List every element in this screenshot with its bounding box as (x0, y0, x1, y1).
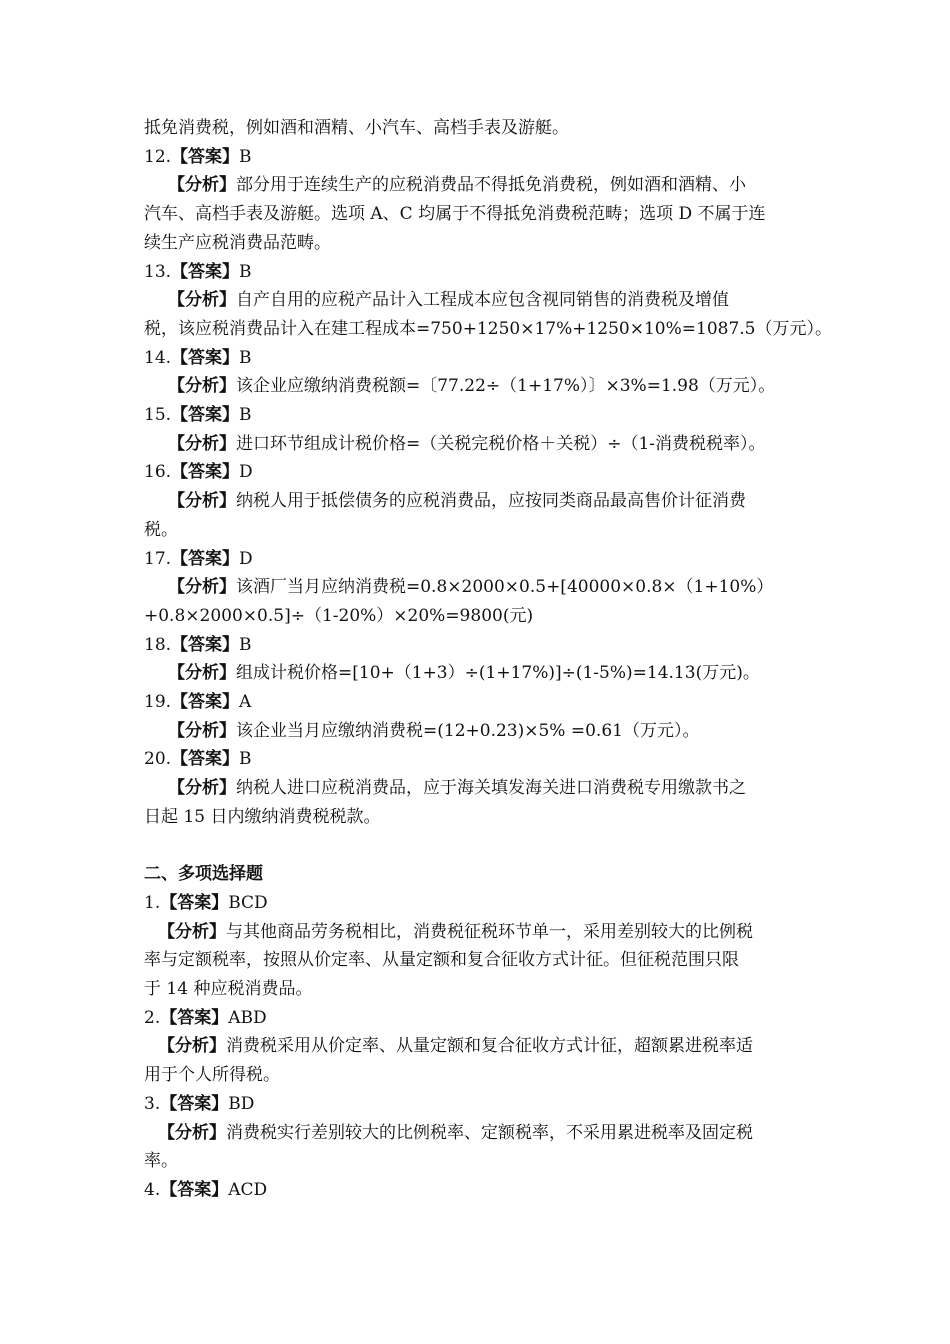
multi-choice-answers (144, 889, 824, 1205)
analysis-label: 【分析】 (168, 491, 236, 512)
analysis-text: 税，该应税消费品计入在建工程成本=750+1250×17%+1250×10%=1087.5（万元）。 (144, 318, 832, 339)
continuation-text: 抵免消费税，例如酒和酒精、小汽车、高档手表及游艇。 (144, 118, 569, 138)
analysis-text: 于 14 种应税消费品。 (144, 979, 313, 1000)
analysis-line (144, 659, 824, 688)
answer-line (144, 1176, 824, 1205)
question-number: 14. (144, 347, 172, 368)
answer-label: 【答案】 (160, 1007, 229, 1028)
analysis-text: 续生产应税消费品范畴。 (144, 232, 331, 253)
question-number: 4. (144, 1180, 161, 1200)
question-number: 18. (144, 634, 172, 655)
analysis-line (144, 372, 824, 401)
answer-line (144, 745, 824, 774)
analysis-text: 该酒厂当月应纳消费税=0.8×2000×0.5+[40000×0.8×（1+10%） (236, 577, 774, 598)
question-number: 15. (144, 405, 172, 426)
analysis-line (144, 229, 824, 258)
single-choice-answers (144, 143, 832, 832)
analysis-text: 汽车、高档手表及游艇。选项 A、C 均属于不得抵免消费税范畴；选项 D 不属于连 (144, 204, 766, 225)
analysis-line (144, 1061, 824, 1090)
analysis-line (144, 774, 824, 803)
answer-label: 【答案】 (171, 261, 240, 282)
answer-label: 【答案】 (171, 749, 240, 770)
answer-line (144, 1090, 824, 1119)
analysis-text: 该企业当月应缴纳消费税=(12+0.23)×5% =0.61（万元）。 (236, 720, 700, 741)
analysis-text: 纳税人进口应税消费品，应于海关填发海关进口消费税专用缴款书之 (236, 778, 746, 799)
answer-label: 【答案】 (171, 634, 240, 655)
answer-line (144, 258, 824, 287)
answer-line (144, 889, 824, 918)
analysis-label: 【分析】 (158, 921, 226, 942)
analysis-line (144, 1119, 824, 1148)
answer-value: B (239, 261, 252, 282)
answer-value: BD (228, 1093, 255, 1114)
question-number: 2. (144, 1007, 161, 1028)
question-number: 1. (144, 892, 161, 913)
answer-line (144, 688, 824, 717)
answer-label: 【答案】 (171, 347, 240, 368)
analysis-label: 【分析】 (168, 663, 236, 684)
answer-value: D (239, 548, 253, 569)
analysis-line (144, 200, 824, 229)
answer-line (144, 344, 824, 373)
question-number: 20. (144, 749, 172, 770)
analysis-text: 与其他商品劳务税相比，消费税征税环节单一，采用差别较大的比例税 (226, 921, 753, 942)
section-spacer (144, 832, 824, 861)
answer-line (144, 545, 824, 574)
question-number: 12. (144, 146, 172, 167)
analysis-line (144, 602, 824, 631)
answer-value: B (239, 347, 252, 368)
question-number: 3. (144, 1093, 161, 1114)
answer-label: 【答案】 (160, 1093, 229, 1114)
analysis-label: 【分析】 (168, 433, 236, 454)
analysis-text: 部分用于连续生产的应税消费品不得抵免消费税，例如酒和酒精、小 (236, 175, 746, 196)
analysis-line (144, 286, 824, 315)
analysis-line (144, 430, 824, 459)
analysis-text: 用于个人所得税。 (144, 1065, 280, 1086)
section-title: 二、多项选择题 (144, 864, 263, 885)
analysis-text: +0.8×2000×0.5]÷（1-20%）×20%=9800(元) (144, 605, 534, 626)
analysis-text: 税。 (144, 519, 178, 540)
analysis-text: 率。 (144, 1151, 178, 1172)
answer-value: B (239, 405, 252, 426)
answer-line (144, 143, 824, 172)
analysis-text: 消费税实行差别较大的比例税率、定额税率，不采用累进税率及固定税 (226, 1122, 753, 1143)
analysis-line (144, 171, 824, 200)
analysis-line (144, 315, 832, 344)
answer-value: BCD (228, 892, 268, 913)
analysis-line (144, 1032, 824, 1061)
analysis-line (144, 717, 824, 746)
answer-value: ACD (228, 1180, 268, 1200)
analysis-text: 纳税人用于抵偿债务的应税消费品，应按同类商品最高售价计征消费 (236, 491, 746, 512)
question-number: 16. (144, 462, 172, 483)
analysis-text: 率与定额税率，按照从价定率、从量定额和复合征收方式计征。但征税范围只限 (144, 950, 739, 971)
analysis-label: 【分析】 (168, 778, 236, 799)
analysis-label: 【分析】 (168, 175, 236, 196)
analysis-text: 进口环节组成计税价格=（关税完税价格＋关税）÷（1-消费税税率）。 (236, 433, 766, 454)
question-number: 17. (144, 548, 172, 569)
answer-line (144, 1004, 824, 1033)
analysis-line (144, 487, 824, 516)
answer-label: 【答案】 (171, 462, 240, 483)
analysis-label: 【分析】 (158, 1122, 226, 1143)
answer-label: 【答案】 (171, 405, 240, 426)
analysis-label: 【分析】 (168, 577, 236, 598)
answer-value: A (239, 692, 252, 713)
document-page (144, 114, 832, 1205)
answer-value: B (239, 146, 252, 167)
analysis-line (144, 946, 824, 975)
analysis-text: 该企业应缴纳消费税额=〔77.22÷（1+17%）〕×3%=1.98（万元）。 (236, 376, 776, 397)
answer-value: ABD (228, 1007, 267, 1028)
question-number: 13. (144, 261, 172, 282)
analysis-line (144, 918, 824, 947)
analysis-line (144, 573, 824, 602)
analysis-line (144, 1147, 824, 1176)
analysis-text: 组成计税价格=[10+（1+3）÷(1+17%)]÷(1-5%)=14.13(万元)。 (236, 663, 760, 684)
analysis-label: 【分析】 (168, 290, 236, 311)
analysis-line (144, 516, 824, 545)
analysis-text: 日起 15 日内缴纳消费税税款。 (144, 806, 381, 827)
analysis-line (144, 975, 824, 1004)
answer-value: D (239, 462, 253, 483)
answer-line (144, 401, 824, 430)
question-number: 19. (144, 692, 172, 713)
answer-label: 【答案】 (160, 892, 229, 913)
answer-line (144, 458, 824, 487)
analysis-line (144, 803, 824, 832)
analysis-label: 【分析】 (168, 376, 236, 397)
answer-label: 【答案】 (171, 548, 240, 569)
answer-label: 【答案】 (171, 146, 240, 167)
answer-label: 【答案】 (160, 1180, 229, 1200)
analysis-label: 【分析】 (158, 1036, 226, 1057)
analysis-text: 自产自用的应税产品计入工程成本应包含视同销售的消费税及增值 (236, 290, 729, 311)
answer-label: 【答案】 (171, 692, 240, 713)
analysis-label: 【分析】 (168, 720, 236, 741)
answer-value: B (239, 634, 252, 655)
answer-value: B (239, 749, 252, 770)
answer-line (144, 631, 824, 660)
analysis-text: 消费税采用从价定率、从量定额和复合征收方式计征，超额累进税率适 (226, 1036, 753, 1057)
